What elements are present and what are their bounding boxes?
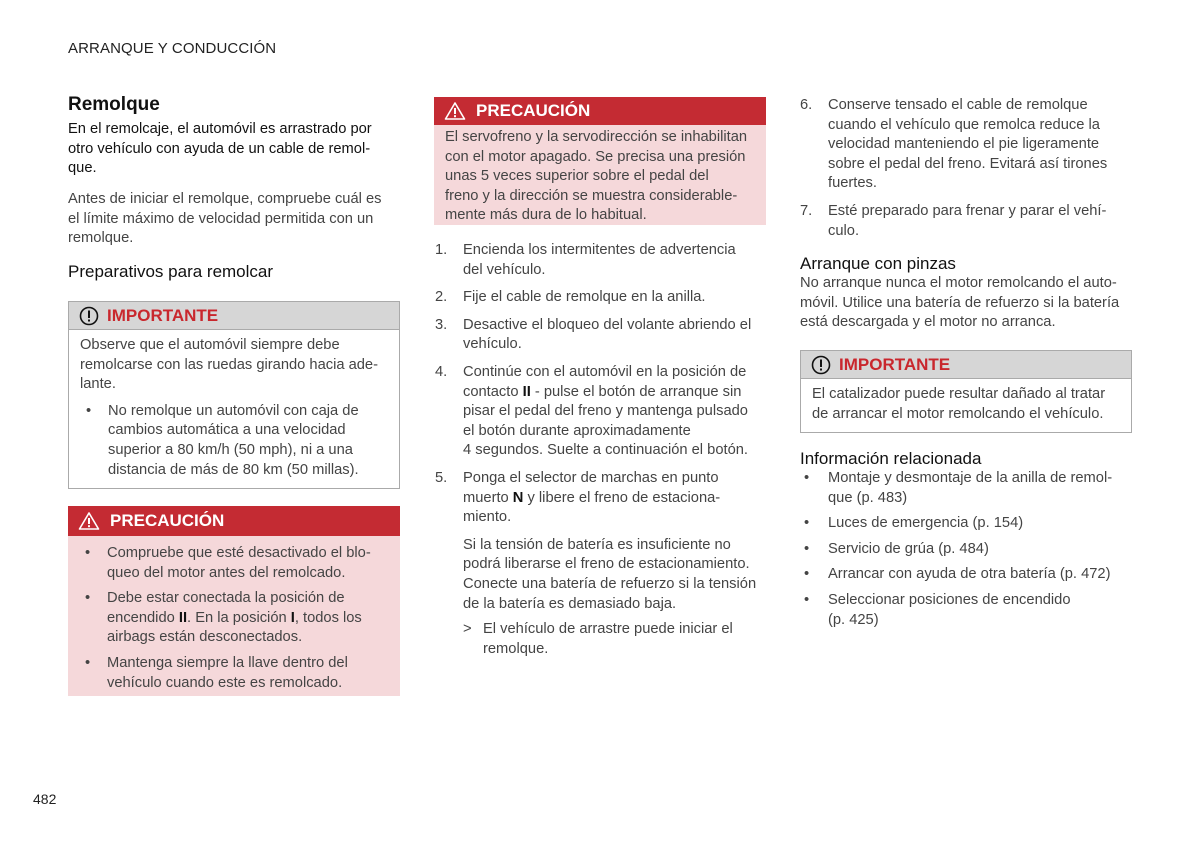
bullet-line: superior a 80 km/h (50 mph), ni a una: [108, 441, 353, 458]
step-number: 1.: [435, 242, 448, 258]
intro-line: otro vehículo con ayuda de un cable de remol-: [68, 140, 371, 157]
bullet-icon: •: [804, 540, 810, 557]
para-line: remolque.: [68, 230, 134, 247]
preparation-subtitle: Preparativos para remolcar: [68, 262, 274, 281]
important-body: [69, 330, 399, 494]
related-info-title: Información relacionada: [800, 449, 982, 468]
bullet-line: vehículo cuando este es remolcado.: [107, 674, 343, 691]
step-line: cuando el vehículo que remolca reduce la: [828, 116, 1100, 133]
step-number: 6.: [800, 97, 813, 113]
list-item: [435, 288, 770, 308]
bullet-icon: •: [85, 654, 91, 671]
link-line: Luces de emergencia (p. 154): [828, 515, 1024, 532]
bullet-line: Debe estar conectada la posición de: [107, 590, 345, 607]
caution-line: con el motor apagado. Se precisa una presión: [445, 148, 746, 165]
important-line: Observe que el automóvil siempre debe: [80, 337, 340, 353]
bullet-line: Compruebe que esté desactivado el blo-: [107, 545, 371, 561]
warning-triangle-icon: [78, 511, 100, 531]
bullet-line: distancia de más de 80 km (50 millas).: [108, 461, 359, 478]
step-number: 3.: [435, 316, 448, 333]
step-line: [463, 383, 770, 403]
step-number: 2.: [435, 289, 448, 306]
related-links-list: [800, 469, 1140, 636]
important-header: [801, 351, 1131, 379]
bullet-line: [107, 609, 390, 629]
step-line: culo.: [828, 222, 860, 239]
para-line: No arranque nunca el motor remolcando el auto-: [800, 275, 1117, 291]
intro-paragraph: [68, 120, 403, 179]
para-line: está descargada y el motor no arranca.: [800, 314, 1056, 331]
list-item: [800, 202, 1135, 241]
step-line: Encienda los intermitentes de advertencia: [463, 242, 736, 258]
note-line: Si la tensión de batería es insuficiente no: [463, 536, 731, 553]
list-item: [435, 469, 770, 659]
step-line: el botón durante aproximadamente: [463, 422, 691, 439]
note-line: podrá liberarse el freno de estacionamiento.: [463, 556, 750, 573]
text-run: , todos los: [294, 609, 362, 626]
intro-line: En el remolcaje, el automóvil es arrastrado por: [68, 121, 372, 137]
step-line: Continúe con el automóvil en la posición de: [463, 363, 747, 380]
caution-header: [68, 506, 400, 536]
list-item: [435, 363, 770, 461]
link-line: Servicio de grúa (p. 484): [828, 540, 989, 557]
text-run: - pulse el botón de arranque sin: [530, 383, 742, 400]
list-item: [80, 402, 389, 480]
link-line: que (p. 483): [828, 489, 908, 506]
step-line: pisar el pedal del freno y mantenga pulsado: [463, 403, 748, 420]
ignition-position-i: I: [290, 609, 295, 626]
caution-line: El servofreno y la servodirección se inhabilitan: [445, 129, 748, 145]
bullet-icon: •: [804, 566, 810, 583]
note-line: de la batería es demasiado baja.: [463, 595, 677, 612]
step-line: sobre el pedal del freno. Evitará así tirones: [828, 155, 1108, 172]
towing-steps-list: [435, 241, 770, 667]
step-number: 7.: [800, 202, 813, 219]
important-line: lante.: [80, 376, 116, 393]
text-run: encendido: [107, 609, 179, 626]
step-line: Fije el cable de remolque en la anilla.: [463, 289, 706, 306]
caution-label: PRECAUCIÓN: [476, 101, 591, 120]
step-line: [463, 469, 770, 489]
list-item: [79, 589, 390, 648]
caution-body: [434, 125, 766, 234]
text-run: muerto: [463, 489, 513, 506]
related-link[interactable]: [800, 540, 1140, 560]
text-run: Ponga el selector de marchas en punto: [463, 469, 719, 486]
caution-line: mente más dura de lo habitual.: [445, 207, 647, 224]
gear-position-n: N: [512, 489, 524, 506]
list-item: [435, 316, 770, 355]
result-line: remolque.: [483, 640, 549, 657]
related-link[interactable]: [800, 591, 1140, 630]
important-line: remolcarse con las ruedas girando hacia ade-: [80, 356, 378, 373]
para-line: móvil. Utilice una batería de refuerzo si la batería: [800, 294, 1120, 311]
caution-notice-box: [434, 97, 766, 225]
step-line: Desactive el bloqueo del volante abriendo el: [463, 316, 752, 333]
warning-triangle-icon: [444, 101, 466, 121]
link-line: (p. 425): [828, 611, 879, 628]
step-line: Esté preparado para frenar y parar el vehí-: [828, 202, 1107, 219]
bullet-icon: •: [85, 545, 91, 561]
step-line: vehículo.: [463, 336, 522, 353]
list-item: [435, 241, 770, 280]
towing-steps-continued: [800, 96, 1135, 249]
important-header: [69, 302, 399, 330]
section-header: ARRANQUE Y CONDUCCIÓN: [68, 40, 277, 57]
result-arrow-icon: >: [463, 621, 472, 638]
step-line: 4 segundos. Suelte a continuación el botón.: [463, 442, 748, 459]
important-label: IMPORTANTE: [107, 305, 219, 325]
bullet-line: cambios automática a una velocidad: [108, 422, 346, 439]
bullet-icon: •: [804, 470, 810, 486]
jump-start-title: Arranque con pinzas: [800, 254, 956, 273]
caution-body: [68, 536, 400, 707]
important-line: El catalizador puede resultar dañado al tratar: [812, 386, 1106, 402]
speed-limit-paragraph: [68, 190, 403, 249]
step-line: Conserve tensado el cable de remolque: [828, 97, 1088, 113]
bullet-line: queo del motor antes del remolcado.: [107, 564, 346, 581]
exclamation-circle-icon: [79, 306, 99, 326]
step-line: del vehículo.: [463, 261, 546, 278]
para-line: Antes de iniciar el remolque, compruebe cuál es: [68, 191, 382, 207]
step-number: 4.: [435, 363, 448, 380]
related-link[interactable]: [800, 514, 1140, 534]
bullet-line: No remolque un automóvil con caja de: [108, 402, 359, 419]
text-run: y libere el freno de estaciona-: [523, 489, 721, 506]
link-line: Montaje y desmontaje de la anilla de remol-: [828, 470, 1113, 486]
important-label: IMPORTANTE: [839, 354, 951, 374]
page-title: Remolque: [68, 94, 160, 115]
ignition-position-ii: II: [522, 383, 531, 400]
note-line: Conecte una batería de refuerzo si la tensión: [463, 575, 757, 592]
step-line: [463, 489, 770, 509]
caution-line: unas 5 veces superior sobre el pedal del: [445, 168, 709, 185]
list-item: [79, 544, 390, 583]
bullet-line: airbags están desconectados.: [107, 629, 303, 646]
caution-notice-box: [68, 506, 400, 696]
list-item: [79, 654, 390, 693]
important-notice-box: [68, 301, 400, 489]
caution-line: freno y la dirección se muestra considerable-: [445, 187, 738, 204]
text-run: contacto: [463, 383, 523, 400]
exclamation-circle-icon: [811, 355, 831, 375]
step-line: fuertes.: [828, 175, 877, 192]
text-run: . En la posición: [187, 609, 291, 626]
step-line: miento.: [463, 509, 512, 526]
link-line: Arrancar con ayuda de otra batería (p. 472): [828, 566, 1111, 583]
bullet-icon: •: [86, 402, 92, 419]
para-line: el límite máximo de velocidad permitida con un: [68, 210, 374, 227]
result-line: El vehículo de arrastre puede iniciar el: [483, 621, 733, 638]
important-body: [801, 379, 1131, 432]
important-line: de arrancar el motor remolcando el vehículo.: [812, 405, 1104, 422]
intro-line: que.: [68, 160, 97, 177]
link-line: Seleccionar posiciones de encendido: [828, 591, 1071, 608]
bullet-line: Mantenga siempre la llave dentro del: [107, 654, 348, 671]
caution-header: [434, 97, 766, 125]
result-item: [463, 620, 770, 659]
jump-start-paragraph: [800, 274, 1140, 333]
list-item: [800, 96, 1135, 194]
page-number: 482: [33, 791, 57, 807]
related-link[interactable]: [800, 469, 1140, 508]
bullet-icon: •: [804, 591, 810, 608]
related-link[interactable]: [800, 565, 1140, 585]
important-notice-box: [800, 350, 1132, 433]
bullet-icon: •: [85, 590, 91, 607]
bullet-icon: •: [804, 515, 810, 532]
step-line: velocidad manteniendo el pie ligeramente: [828, 136, 1100, 153]
step-number: 5.: [435, 469, 448, 486]
caution-label: PRECAUCIÓN: [110, 511, 225, 530]
ignition-position-ii: II: [178, 609, 188, 626]
